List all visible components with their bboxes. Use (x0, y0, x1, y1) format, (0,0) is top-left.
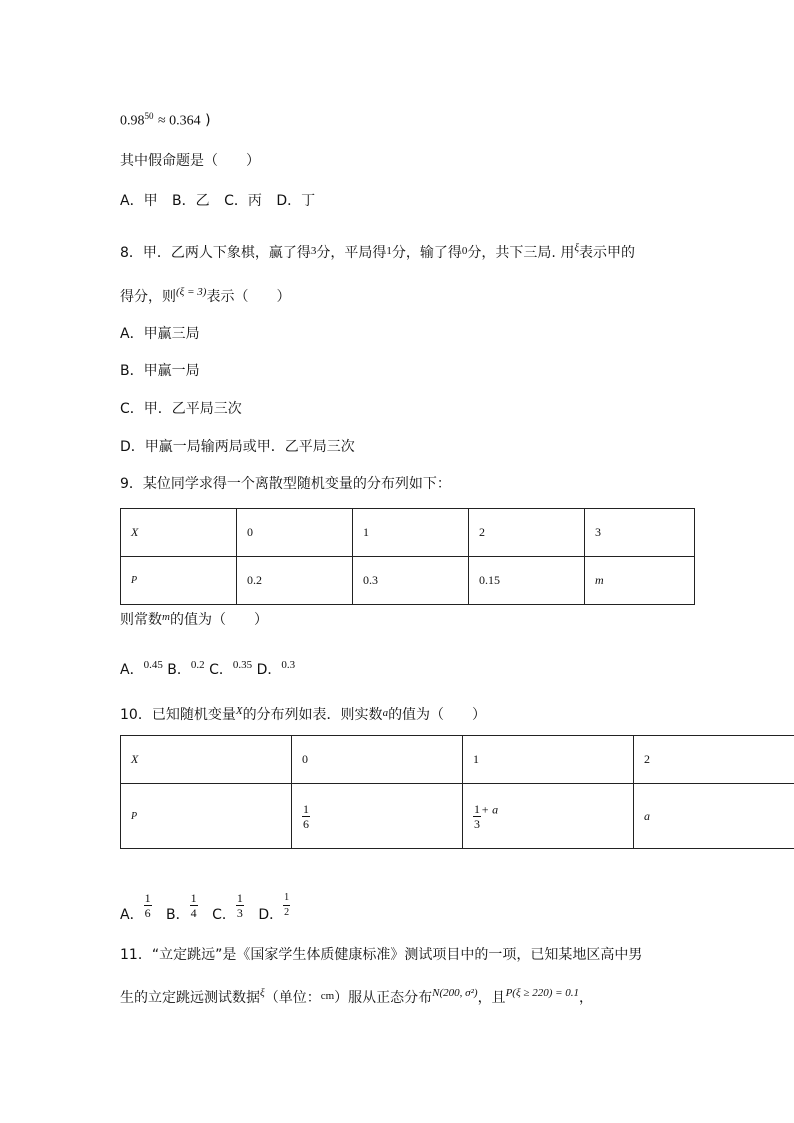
denominator: 3 (474, 816, 480, 831)
q8-option-d[interactable]: D．甲赢一局输两局或甲．乙平局三次 (120, 439, 355, 455)
formula-exponent: 50 (144, 111, 154, 121)
option-d[interactable] (256, 659, 296, 678)
num-3: 3 (310, 245, 317, 257)
fraction (190, 891, 198, 920)
option-a[interactable] (120, 890, 152, 923)
plus-a: + a (481, 801, 499, 816)
option-value: 0.45 (143, 659, 163, 671)
q9-options (120, 655, 295, 680)
numerator: 1 (283, 891, 290, 906)
q9-text-1: 则常数 (120, 612, 162, 628)
table-cell: 0 (237, 509, 353, 557)
option-d[interactable] (258, 891, 290, 923)
a-symbol: a (382, 707, 389, 719)
q10-text-1: 10．已知随机变量 (120, 707, 236, 723)
q8-option-b[interactable]: B．甲赢一局 (120, 363, 200, 379)
numerator: 1 (303, 801, 309, 816)
option-label: A． (120, 662, 144, 678)
formula-base: 0.98 (120, 113, 145, 129)
num-1: 1 (386, 245, 392, 257)
q7-options (120, 191, 325, 211)
numerator: 1 (474, 801, 480, 816)
numerator: 1 (144, 890, 151, 905)
option-label: B． (166, 907, 190, 923)
q8-text-1: 8．甲．乙两人下象棋，赢了得 (120, 245, 311, 261)
formula-approx: ≈ 0.364 (157, 113, 201, 129)
table-cell: P (121, 557, 237, 605)
q8-text-6: 得分，则 (120, 289, 176, 305)
q11-text-5: ， (579, 990, 594, 1006)
option-value: 0.35 (232, 659, 253, 671)
table-cell: X (121, 736, 292, 784)
table-cell: 0.15 (469, 557, 585, 605)
q11-text-4: ，且 (477, 990, 506, 1006)
denominator: 2 (284, 906, 290, 918)
q11-text-3: ）服从正态分布 (334, 990, 433, 1006)
table-cell: P (121, 784, 292, 849)
q8-question-line2 (120, 282, 290, 307)
denominator: 4 (190, 905, 197, 920)
table-cell: a (634, 784, 794, 849)
q10-text-2: 的分布列如表．则实数 (242, 707, 383, 723)
option-value: 0.2 (190, 659, 205, 671)
table-cell (463, 784, 634, 849)
q11-line1: 11．“立定跳远”是《国家学生体质健康标准》测试项目中的一项，已知某地区高中男 (120, 947, 643, 963)
q8-text-5: 表示甲的 (579, 245, 636, 261)
option-label: D． (258, 907, 284, 923)
denominator: 3 (236, 905, 243, 920)
table-cell (292, 784, 463, 849)
fraction (283, 891, 290, 920)
table-row (121, 509, 695, 557)
option-b[interactable] (166, 890, 198, 923)
q10-options (120, 888, 290, 932)
table-row (121, 557, 695, 605)
q9-after-text (120, 607, 268, 630)
fraction (302, 802, 310, 831)
num-0: 0 (461, 245, 468, 257)
option-label: A． (120, 907, 144, 923)
q10-text-3: 的值为（ ） (388, 707, 487, 723)
option-label: D． (256, 662, 282, 678)
q8-text-2: 分，平局得 (316, 245, 387, 261)
xi-symbol: ξ (574, 242, 580, 254)
table-cell: 0.2 (237, 557, 353, 605)
formula-close: ) (205, 112, 211, 129)
option-label: B． (167, 662, 191, 678)
option-a[interactable]: A．甲 (120, 193, 158, 209)
normal-distribution: N(200, σ²) (432, 987, 478, 999)
q9-distribution-table (120, 508, 695, 605)
x-symbol: X (235, 705, 243, 717)
option-c[interactable] (209, 659, 253, 678)
numerator: 1 (236, 890, 243, 905)
denominator: 6 (144, 905, 151, 920)
fraction (144, 891, 152, 920)
numerator: 1 (190, 890, 197, 905)
q8-option-c[interactable]: C．甲．乙平局三次 (120, 401, 242, 417)
probability-expr: P(ξ ≥ 220) = 0.1 (505, 987, 580, 999)
unit-cm: cm (320, 990, 335, 1002)
table-row (121, 736, 794, 784)
table-cell: 3 (585, 509, 695, 557)
table-cell: m (585, 557, 695, 605)
table-cell: 0.3 (353, 557, 469, 605)
option-a[interactable] (120, 659, 163, 678)
option-b[interactable] (167, 659, 205, 678)
option-c[interactable]: C．丙 (224, 193, 262, 209)
xi-symbol: ξ (260, 987, 265, 999)
q10-distribution-table (120, 735, 794, 849)
formula-line (120, 106, 211, 132)
q7-question: 其中假命题是（ ） (120, 153, 260, 169)
condition-xi-eq-3: (ξ = 3) (176, 286, 207, 298)
table-row (121, 784, 794, 849)
q11-text-2: （单位： (264, 990, 321, 1006)
option-c[interactable] (212, 890, 244, 923)
option-label: C． (209, 662, 233, 678)
q11-text-1: 生的立定跳远测试数据 (120, 990, 260, 1006)
option-value: 0.3 (281, 659, 296, 671)
table-cell: 1 (463, 736, 634, 784)
q8-question-line1 (120, 238, 635, 263)
table-cell: 2 (634, 736, 794, 784)
q8-text-7: 表示（ ） (206, 289, 291, 305)
option-b[interactable]: B．乙 (172, 193, 210, 209)
q9-question: 9．某位同学求得一个离散型随机变量的分布列如下： (120, 476, 451, 492)
table-cell: 2 (469, 509, 585, 557)
table-cell: X (121, 509, 237, 557)
fraction (236, 891, 244, 920)
denominator: 6 (303, 816, 309, 831)
option-d[interactable]: D．丁 (276, 193, 316, 209)
q8-text-3: 分，输了得 (391, 245, 462, 261)
q10-question (120, 701, 486, 725)
option-label: C． (212, 907, 236, 923)
q11-line2 (120, 983, 593, 1008)
q8-option-a[interactable]: A．甲赢三局 (120, 326, 200, 342)
table-cell: 0 (292, 736, 463, 784)
fraction (473, 802, 481, 831)
table-cell: 1 (353, 509, 469, 557)
q9-text-2: 的值为（ ） (169, 612, 268, 628)
q8-text-4: 分，共下三局. 用 (467, 245, 575, 261)
m-symbol: m (162, 611, 170, 623)
